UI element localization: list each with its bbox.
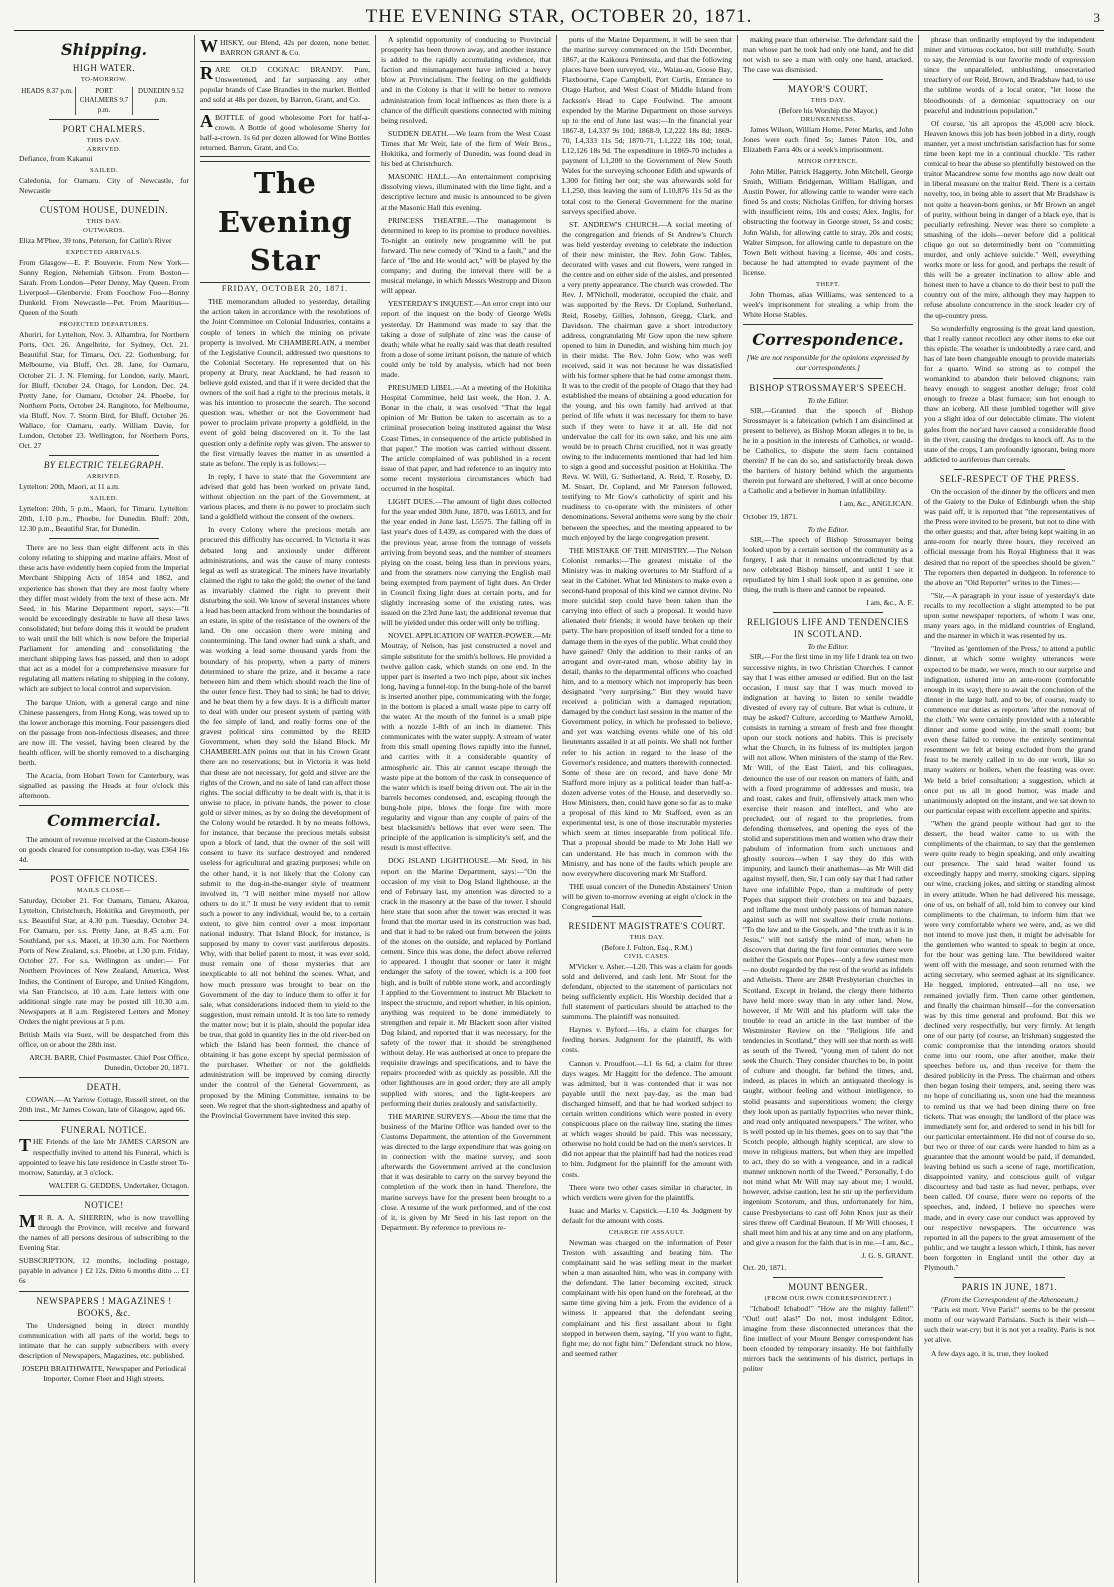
sailed-label-2: SAILED. <box>90 495 118 503</box>
newspapers-signature: JOSEPH BRAITHWAITE, Newspaper and Periodical Importer, Corner Fleet and High streets. <box>21 1363 187 1383</box>
mount-benger-heading: MOUNT BENGER. <box>788 1282 868 1293</box>
tide-heads: HEADS 8.37 p.m. <box>19 87 76 115</box>
tide-port-chalmers: PORT CHALMERS 9.7 p.m. <box>76 87 133 115</box>
court-day: THIS DAY. <box>629 934 665 942</box>
shipping-heading: Shipping. <box>60 40 148 59</box>
editorial-quote: In reply, I have to state that the Government are advised that gold has been worked on private land, without objection on the part of the Government, at various places, and there is no power to proclaim such land a goldfield without the consent of the owners. <box>200 471 370 522</box>
divider <box>954 469 1065 470</box>
arrived-text-2: Lyttelton: 20th, Maori, at 11 a.m. <box>19 481 120 491</box>
divider <box>19 869 189 870</box>
paris-heading: PARIS IN JUNE, 1871. <box>961 1282 1058 1293</box>
bishop-speech-heading: BISHOP STROSSMAYER'S SPEECH. <box>749 382 907 393</box>
mails-close-label: MAILS CLOSE— <box>76 886 132 894</box>
press-paragraph-4: "When the grand people without had got to the dessert, the head waiter came to us with the compliments of the chairman, to say that the gentlemen were quite ready to begin speaking, and only awaiting our presence. The said head waiter found us exceedingly happy and merry, smoking cigars, sipping our wine, cracking jokes, and sitting or standing almost in every attitude. When he had delivered his message, one of us, on behalf of all, told him to convey our kind compliments to the chairman, to inform him that we were very comfortable where we were, and, as we did not intend to move just then, it might be advisable for the gentlemen who wanted to speak to begin at once, for the hour was getting late. The bewildered waiter went off with the message, and soon returned with the acting secretary, who seemed aghast at its significance. He begged, implored, entreated—all no use, we remained jovially firm. Then came other gentlemen, and finally the chairman himself—for the conversation was by this time general and profound. But this we declined very respectfully, but very firmly. At length one of our party (of course, an Irishman) suggested the comic compromise that the intending orators should come into our room, one after another, make their speeches before us, and thus receive for them the desired publicity in the Press. The chairman and others then began losing their tempers, and, seeing there was no hope of conciliating us, soon one had the meanness to remind us that we had been dining there on free tickets. That was enough; the landlord of the place was immediately sent for, and ordered to send in his bill for our particular entertainment. He did not of course do so, but two or three of our cards were handed to him as a guarantee that the amount would be paid, if demanded, leaving behind us such a scene of rage, mortification, disappointed vanity, and conscious guilt of vulgar discourtesy and bad taste as had never, perhaps, ever been called. Of course, there were no reports of the speeches, and, indeed, I believe no speeches were made, and in every case our conduct was approved by our respective newspapers. The occurrence was reported in all the papers to the great amusement of the public, and we taught a lesson which, I think, has never been forgotten in England until the other day at Plymouth." <box>924 818 1095 1273</box>
case-cannon: Cannon v. Proudfoot.—L1 6s 6d, a claim for three days wages. Mr Haggitt for the defence. The amount was admitted, but it was contended that it was not payable until the next pay-day, as the man had discharged himself, and that he had worked subject to certain written conditions which were posted in every conspicuous place on the railway line, stating the times at which wages should be paid. This was necessary, otherwise no hold could be had on the men's services. It did not appear that the plaintiff had had the notices read to him. Judgment for the plaintiff for the amount with costs. <box>562 1058 732 1179</box>
mount-benger-text: "Ichabod! Ichabod!" "How are the mighty fallen!" "Out! out! alas!" Do not, most indulgent Editor, imagine from these disconnected utterances that the fine intellect of your Mount Benger correspondent has been clouded by temporary insanity. He but faithfully mirrors back the sentiments of his district, perhaps in politer <box>743 1303 913 1374</box>
news-presumed-libel: PRESUMED LIBEL.—At a meeting of the Hokitika Hospital Committee, held last week, the Hon. J. A. Bonar in the chair, it was resolved "That the legal opinion of Mr Button be taken to ascertain as to a criminal prosecution being instituted against the West Coast Times, in consequence of the article published in that paper." The motion was carried without dissent. The article complained of was published in a recent issue of that paper, and had reference to an inquiry into some recent mysterious circumstances which had occurred in the hospital. <box>381 383 551 494</box>
news-masonic-hall: MASONIC HALL.—An entertainment comprising dissolving views, illuminated with the lime light, and a descriptive lecture and music is announced to be given at the Masonic Hall this evening. <box>381 172 551 212</box>
commercial-heading: Commercial. <box>47 811 161 831</box>
tide-table <box>19 87 189 115</box>
funeral-notice: THE Friends of the late Mr JAMES CARSON are respectfully invited to attend his Funeral, which is appointed to leave his late residence in Castle street To-morrow, Saturday, at 3 o'clock. <box>19 1135 189 1177</box>
mount-benger-continuation-1: phrase than ordinarily employed by the independent miner and virtuous cockatoo, but still truthfully. South to say, the Jeremiad is our favorite mode of expression since the unparalleled, unblushing, unsecretaried treachery of our Reid, Brown, and Bradshaw had, to use the sublime words of a local orator, "let loose the bloodhounds of a demoniac squattocracy on our peaceful and industrious population." <box>924 35 1095 115</box>
minor-offence-label: MINOR OFFENCE. <box>797 158 859 166</box>
sailed-text-2: Lyttelton: 20th, 5 p.m., Maori, for Timaru. Lyttelton: 20th, 1.10 p.m., Phoebe, for Dunedin. Bluff: 20th, 12.30 p.m., Beautiful Star, for Dunedin. <box>19 503 189 534</box>
press-paragraph-2: "Sir,—A paragraph in your issue of yesterday's date recalls to my recollection a slight attempted to be put upon some newspaper reporters, of whom I was one, many years ago, in the midland countries of England, and the manner in which it was resented by us. <box>924 590 1095 641</box>
column-5 <box>738 35 919 1583</box>
notice-heading: NOTICE! <box>84 1199 124 1210</box>
letter-af: SIR,—The speech of Bishop Strossmayer being looked upon by a certain section of the community as a forgery, I ask that it remains uncontradicted by that now celebrated Bishop himself, and until I see it repudiated by him I shall look upon it as genuine, one thing, the truth is there and cannot be repeated. <box>743 534 913 595</box>
drunkenness-label: DRUNKENNESS. <box>800 116 856 124</box>
mayors-court-heading: MAYOR'S COURT. <box>787 84 869 95</box>
divider <box>19 1120 189 1121</box>
column-4 <box>557 35 738 1583</box>
mails-text: Saturday, October 21. For Oamaru, Timaru, Akaroa, Lyttelton, Christchurch, Hokitika and Greymouth, per s.s. Beautiful Star, at 4.30 p.m. Tuesday, October 24. For Oamaru, per s.s. Pretty Jane, at 8.45 a.m. For Southland, per s.s. Maori, at 10.30 a.m. For Northern Ports of New Zealand, s.s. Phoebe, at 1.30 p.m. Friday, October 27. For s.s. Wellington as under:— For Northern Provinces of New Zealand, America, West Indies, the Continent of Europe, and United Kingdom, via San Francisco, at 10 a.m. Late letters with one additional single rate may be posted till 10.30 a.m. Newspapers at 8 a.m. Registered Letters and Money Orders the night previous at 5 p.m. <box>19 895 189 1026</box>
theft-text: John Thomas, alias Williams, was sentenced to a week's imprisonment for stealing a whip from the White Horse Stables. <box>743 289 913 319</box>
projected-label: PROJECTED DEPARTURES. <box>59 321 149 329</box>
postmaster-signature: ARCH. BARR, Chief Postmaster. Chief Post Office, Dunedin, October 20, 1871. <box>29 1053 189 1073</box>
theft-label: THEFT. <box>815 281 841 289</box>
issue-date: FRIDAY, OCTOBER 20, 1871. <box>221 283 349 293</box>
assault-label: CHARGE OF ASSAULT. <box>609 1229 685 1236</box>
divider <box>19 1195 189 1196</box>
death-heading: DEATH. <box>86 1082 122 1093</box>
projected-text: Ahuriri, for Lyttelton, Nov. 3. Alhambra, for Northern Ports, Oct. 26. Angelbrite, for Sydney, Oct. 21. Beautiful Star, for Timaru, Oct. 22. Gothenburg, for Melbourne, via Bluff, Oct. 28. Jane, for Oamaru, October 21. J. N. Fleming, for London, early. Maori, for Bluff, October 24. Otago, for London, Dec. 24. Pretty Jane, for Oamaru, October 24. Phoebe, for Northern Ports, October 24. Rangitoto, for Melbourne, via Bluff, Nov. 7. Storm Bird, for Bluff, October 26. Wallace, for Oamaru, early. William Davie, for London, October 23. Wellington, for Northern Ports, Oct. 27 <box>19 330 189 451</box>
arrived-text: Defiance, from Kakanui <box>19 154 93 164</box>
case-newman: Newman was charged on the information of Peter Treston with assaulting and beating him. The complainant said he was selling meat in the market when a man assaulted him, who was in company with the defendant. The latter becoming excited, struck complainant with his open hand on the forehead, at the same time giving him a jerk. From the evidence of a witness it appeared that the defendant seeing complainant and his first assailant about to fight stepped in between them, saying, "If you want to fight, fight me; do not fight him." Defendant struck no blow, and seemed rather <box>562 1237 732 1358</box>
column-2 <box>195 35 376 1583</box>
port-sherry-advert: ABOTTLE of good wholesome Port for half-a-crown. A Bottle of good wholesome Sherry for half-a-crown. 1s 6d per dozen allowed for Wine Bottles returned. Barron, Grant, and Co. <box>200 110 370 157</box>
page-masthead <box>14 6 1104 31</box>
letter-anglican: SIR,—Granted that the speech of Bishop Strossmayer is a fabrication (which I am disinclined at present to believe), as Bishop Moran alleges it to be, is he in a position in the interests of Catholics, or would-be Catholics, to dispute the stern facts contained therein? If he can do so, and satisfactorily break down the barriers of history behind which the arguments therein put forward are sheltered, I will at once become a Catholic and a believer in human infallibility. <box>743 405 913 496</box>
news-water-power: NOVEL APPLICATION OF WATER-POWER.—Mr Moutray, of Nelson, has just constructed a novel and simple substitute for the smith's bellows. He provided a twelve gallon cask, which stands on one end. In the upper part is inserted a two inch pipe, about six inches long, having a funnel-top. In the bung-hole of the barrel is inserted another pipe, communicating with the forge; in the bottom is placed a small waste pipe to carry off the water. At the mouth of the funnel is a small pipe with a nozzle 1-8th of an inch in diameter. This communicates with the water supply. A stream of water from this small opening flows rapidly into the funnel, and carries with it a considerable quantity of atmospheric air. This air cannot escape through the waste pipe at the bottom of the cask in consequence of the water which is itself being driven out. The air in the barrels becomes condensed, and, escaping through the bung-hole pipe, blows the forge fire with more regularity and vigour than any couple of pairs of the best blacksmith's bellows that ever were seen. The principle of the application is simplicity's self, and the result is most effective. <box>381 631 551 853</box>
court-heading: RESIDENT MAGISTRATE'S COURT. <box>568 921 726 932</box>
divider <box>49 200 159 201</box>
high-water-heading: HIGH WATER. <box>72 63 136 74</box>
press-paragraph-1: On the occasion of the dinner by the officers and men of the Gaiety to the Duke of Edinburgh when the ship was paid off, it is reported that "the representatives of the Press were invited to be present, but not to dine with the other guests; and that, after being kept waiting in an ante-room for nearly three hours, they received an official message from his Royal Highness that it was desired that no report of the speeches should be given." The reporters then departed in dudgeon. In reference to the above an "Old Reporter" writes to the Times:— <box>924 486 1095 587</box>
expected-text: From Glasgow—E. P. Bouverie. From New York—Sunny Region, Nehemiah Gibson. From Boston—Sarah. From London—Peter Denny, May Queen. From Liverpool—Glenbervie. From Foochow Foo—Bonny Dunkeld. From Newcastle—Pet. From Mauritius—Queen of the South <box>19 257 189 318</box>
news-light-dues: LIGHT DUES.—The amount of light dues collected for the year ended 30th June, 1870, was L6013, and for the year ended in June last, L5575. The falling off in last year's dues of L439, as compared with the dues of the previous year, arose from the tonnage of vessels arriving from beyond seas, and the number of steamers plying on the coast, being less than in previous years, and from the steamers now carrying the English mail being exempted from payment of light dues. An Order in Council fixing light dues at certain ports, and for slightly increasing some of the existing rates, was issued on the 23rd June last; the additional revenue that will be yielded under this order will only be trifling. <box>381 497 551 628</box>
news-sudden-death: SUDDEN DEATH.—We learn from the West Coast Times that Mr Weir, late of the firm of Weir Bros., Hokitika, and formerly of Dunedin, was found dead in his bed at Christchurch. <box>381 128 551 169</box>
mayors-court-before: (Before his Worship the Mayor.) <box>778 106 878 116</box>
letter-grant: SIR,—For the first time in my life I drank tea on two successive nights, in two Christian Churches. I cannot say that I was either amused or edified. But on the last occasion, I must say that I was much moved to indignation at having to listen to senile twaddle divested of every ray of culture. But what is culture, it may be asked? Culture, according to Matthew Arnold, consists in turning a stream of fresh and free thought upon our stock notions and habits. This is precisely what the Church, in its fulness of its multiplex jargon will not allow. When ministers of the stamp of the Rev. Mr Will, of the East Taieri, and his colleagues, denounce the use of our reason on matters of faith, and with a fixed programme of addresses and music, tea and toast, cakes and fruit, offensively attack men who exercise their reason and intellect, and who are precluded, out of regard to the proprieties, from defending themselves, and opening the eyes of the stolid and superstitious men and women who draw their pabulum of information from such unctuous and ghostly sources—when I say they do this with impunity, and launch their anathemas—as Mr Will did against myself, then, Sir, I can only say that I had rather have one infallible Pope, than a multitude of petty Popes that support their crotchets on tea and bazaars, and inflame the most unholy passions of human nature against such as will not swallow their crude notions. "To the law and to the Gospels, and "the truth as it is in Jesus," will not satisfy the mind of man, when he discovers that during the first four centuries there were neither the Gospels nor Popes—only a few earnest men—no doubt regarded by the rest of the world as infidels and Atheists. There are 2848 Presbyterian churches in Scotland. Except in Ireland, the clergy there hitherto have held more sway than in any other land. Now, however, if Mr Will and his platform will take the trouble to read an article in the last number of the Westminster Review on the "Religious life and tendencies in Scotland," they will see that north as well as south of the Tweed, "young men of talent do not seek the Church. They consider churches to be, in point of culture and thought, far behind the times, and, indeed, as places in which an antiquated theology is taught, without feeling and without intelligence, to stolid peasants and superstitious women; the clergy they look upon as partially hypocrites who never think, and read only antiquated newspapers." The writer, who is well posted up in his themes, goes on to say that "the Scotch people, although highly sceptical, are slow to move in religious matters, but when they are impelled to act, they do so with a vengeance, and in a radical manner unknown north of the Tweed." Personally, I do not mind what Mr Will may say about me; I would, however, advise caution, lest he stir up the perfervidum ingenium Scotorum, and thus, unfortunately for him, cause Presbyterians to cast off John Knox just as their sires threw off Cardinal Beatoun. If Mr Will chooses, I shall meet him and his at any time and on any platform, and give a reason for the faith that is in me.—I am, &c., <box>743 652 913 1247</box>
divider <box>49 538 159 539</box>
paris-subheading: (From the Correspondent of the Athenaeum.) <box>941 1295 1078 1305</box>
funeral-heading: FUNERAL NOTICE. <box>60 1124 148 1135</box>
signature-grant: J. G. S. GRANT. <box>861 1250 913 1260</box>
divider <box>592 916 702 917</box>
post-office-heading: POST OFFICE NOTICES. <box>50 874 158 885</box>
whisky-advert: WHISKY, our Blend, 42s per dozen, none better. BARRON GRANT & Co. <box>200 35 370 62</box>
outwards-label: OUTWARDS. <box>83 227 125 235</box>
suez-text: British Mails via Suez, will be despatched from this office, on or about the 28th inst. <box>19 1029 189 1050</box>
tide-dunedin: DUNEDIN 9.52 p.m. <box>138 87 184 105</box>
minor-offence-text: John Miller, Patrick Haggerty, John Mitchell, George Smith, William Bridgeman, William Halligan, and Austin Power, for allowing cattle to wander were each fined 5s and costs; Nicholas Griffen, for driving horses with insufficient reins, 10s and costs; Alex. Inglis, for obstructing the footway in George street, 5s and costs; John Walsh, for allowing cattle to stray, 20s and costs; Walter Simpson, for allowing cattle to depasture on the Town Belt without having a license, 40s and costs, because he had attempted to evade payment of the license. <box>743 167 913 277</box>
cognac-advert: RARE OLD COGNAC BRANDY. Pure, Unsweetened, and far surpassing any other popular brands of Case Brandies in the market. Bottled and sold at 48s per dozen, by Barron, Grant, and Co. <box>200 62 370 109</box>
this-day-label: THIS DAY. <box>86 136 122 144</box>
column-6 <box>919 35 1100 1583</box>
to-editor-label-3: To the Editor. <box>807 642 849 652</box>
paris-paragraph-1: "Paris est mort. Vive Paris!" seems to be the present motto of our wayward Parisians. Such is their wish—such their war-cry; but it is not yet a reality. Paris is not yet alive. <box>924 1305 1095 1345</box>
paris-paragraph-2: A few days ago, it is, true, they looked <box>931 1348 1049 1358</box>
column-3 <box>376 35 557 1583</box>
news-st-andrews: ST. ANDREW'S CHURCH.—A social meeting of the congregation and friends of St Andrew's Church was held yesterday evening to celebrate the induction of their new minister, the Rev. John Gow. Tables, decorated with vases and cut flowers, were ranged in the centre and on either side of the aisles, and presented a very pretty appearance. The church was crowded. The Rev. J. M'Nicholl, moderator, occupied the chair, and was supported by the Revs. Dr Copland, Sutherland, Reid, Roseby, Gillies, Johnson, Gregg, Clark, and Davidson. The chairman gave a short introductory address, congratulating Mr Gow upon the new sphere opened to him in Dunedin, and wishing him much joy in their midst. The Rev. John Gow, who was well received, said it was not because he was dissatisfied with his former sphere that he had come amongst them. It was to the credit of the people of Otago that they had established the means of obtaining a good education for the young, and his own family had arrived at that period of life when it was necessary for them to have such if they were to have it at all. He did not undervalue the call for its own sake, and his one aim would be to preach Christ crucified, not it was greatly owing to the inducements mentioned that had led him to sign a good and successful position at Hokitika. The Revs. W. Will, G. Sutherland, A. Reid, T. Roseby, D. M. Stuart, Dr. Copland, and Mr Paterson followed, testifying to Mr Gow's catholicity of spirit and his readiness to co-operate with the ministers of other denominations. Several anthems were sung by the choir between the speeches, and the meeting appeared to be much enjoyed by the large congregation present. <box>562 219 732 542</box>
editorial-paragraph-2: In every Colony where the precious metals are procured this difficulty has occurred. In Victoria it was debated long and anxiously under different administrations, and was the cause of many contests legal as well as strategical. The miners have invariably claimed the right to take the gold; the owner of the land as invariably claimed the right to prevent their disturbing the soil. We know of several instances where a lead has been attacked from without the boundaries of an estate, in spite of the resistance of the owners of the land. On one occasion there were mining and countermining. The land owner had sunk a shaft, and was working a lead some thousand yards from the boundary of his property, when a party of miners determined to share the prize, and it became a race between him and them which should reach the line of the outer fence first. They had to sink; he had to drive; and he beat them by a few days. It is a difficult matter to deal with under our present system of parting with the fee simple of land, and really forms one of the gravest political sins committed by the REID Government, when they sold the Island Block. Mr CHAMBERLAIN points out that in his Crown Grant there are no reservations; but in Victoria it was held that these are not necessary, for gold and silver are the rights of the Crown, and no sale of land can affect those rights. The social difficulty to be dealt with is, that it is unwise to place, in private hands, the power to close gold or silver mines, as by so doing the development of the Colony would be retarded. It by no means follows, for instance, that because the precious metals subsist upon a block of land, that the owner of the soil will consent to have its surface destroyed and rendered useless for agricultural and grazing purposes; while on the other hand, it is not likely that the Colony can submit to the dog-in-the-manger style of treatment involved in, "I will neither mine myself nor allow others to do it." It must be very evident that to remit such a power to any individual, would be, to a certain extent, to give him control over a most important national industry. That Island Block, for instance, is supposed by many to cover vast auriferous deposits. Why, with that belief patent to most, it was ever sold, must remain one of those mysteries that are inexplicable to all not behind the scenes. What, and how much pressure was brought to bear on the Government of the day to induce them to offer it for sale, what considerations induced them to yield to the suggestion, must remain untold. It is too late to remedy the matter now; but it is plain, should the popular idea be true, that gold in quantity lies in the old river-bed on which the Island has been formed, the chance of obtaining it has gone except by special permission of the purchaser. Whether or not the goldfields administration will be improved by coming directly under the control of the General Government, as proposed by the Mining Committee, remains to be seen. We regret that the short-sightedness and apathy of the Provincial Government have invited this step. <box>200 525 370 1120</box>
death-notice: COWAN.—At Yarrow Cottage, Russell street, on the 20th inst., Mr James Cowan, late of Glasgow, aged 66. <box>19 1095 189 1115</box>
column-1 <box>14 35 195 1583</box>
subscription-text: SUBSCRIPTION, 12 months, including postage, payable in advance } £2 12s. Ditto 6 months ditto ... £1 6s <box>19 1256 189 1286</box>
divider <box>773 612 883 613</box>
divider <box>743 324 913 325</box>
correspondence-heading: Correspondence. <box>752 330 904 350</box>
signature-af: I am, &c., A. F. <box>866 598 913 608</box>
letter-date-1: October 19, 1871. <box>743 511 798 521</box>
divider <box>49 455 159 456</box>
divider <box>49 119 159 120</box>
divider <box>19 1291 189 1292</box>
divider <box>773 1277 883 1278</box>
mayors-court-day: THIS DAY. <box>810 97 846 105</box>
shipping-paragraph-3: The Acacia, from Hobart Town for Canterbury, was signalled as passing the Heads at four o'clock this afternoon. <box>19 771 189 801</box>
case-isaac: Isaac and Marks v. Capstick.—L10 4s. Judgment by default for the amount with costs. <box>562 1205 732 1225</box>
marine-survey-continuation: ports of the Marine Department, it will be seen that the marine survey commenced on the 15th December, 1867, at the Kaikoura Peninsula, and that the following places have been surveyed, viz., Waiau-au, Goose Bay, Flaxbourne, Cape Campbell, Port Curtis, Entrance to Otago Harbor, and West Coast of Middle Island from Jackson's Head to Cape Foulwind. The amount expended by the Marine Department on those surveys up to the end of June last was:—In the financial year 1867-8, L4,337 9s 10d; 1868-9, L2,222 18s 8d; 1869-70, L4,333 11s 5d; 1870-71, L1,222 18s 10d; total, L12,126 18s 9d. The expenditure in 1869-70 includes a payment of L1,200 to the Government of New South Wales for the surveying schooner Edith and upwards of L300 for fitting her out; she was afterwards sold for L1,250, thus leaving the sum of L10,876 11s 5d as the total cost to the General Government for the marine surveys specified above. <box>562 35 732 216</box>
notice-text: MR R. A. A. SHERRIN, who is now travelling through the Province, will receive and forward the names of all persons desirous of subscribing to the Evening Star. <box>19 1210 189 1253</box>
divider <box>773 378 883 379</box>
news-marine-surveys: THE MARINE SURVEYS.—About the time that the business of the Marine Office was handed over to the Customs Department, the attention of the Government was directed to the large expenditure that was going on in connection with the marine survey, and soon afterwards the Government arrived at the conclusion that it was desirable to carry on the survey beyond the completion of the work then in hand. Therefore, the marine surveys have for the present been brought to a close. A resume of the work performed, and of the cost of it, is given by Mr Seed in his last report on the Department. By reference to previous re- <box>381 1111 551 1232</box>
shipping-paragraph-1: There are no less than eight different acts in this colony relating to shipping and marine affairs. Most of these acts have evidently been copied from the Imperial Merchant Shipping Acts of 1854 and 1862, and experience has shown that they are most faulty where they differ most widely from the text of these acts. Mr Seed, in his Marine Department report, says:—"It would be exceedingly desirable to have all these laws consolidated; but before doing this it would be prudent to wait until the bill which is now before the Imperial Parliament for amending and consolidating the merchant shipping laws has passed, and then to adopt that act as a model for a comprehensive measure for regulating all matters relating to shipping in the colony, which are subject to local control and supervision. <box>19 543 189 694</box>
to-editor-label: To the Editor. <box>807 395 849 405</box>
court-before: (Before J. Fulton, Esq., R.M.) <box>601 942 693 952</box>
newspapers-text: The Undersigned being in direct monthly communication with all parts of the world, begs to intimate that he can supply subscribers with every description of Newspapers, Magazines, etc. published. <box>19 1320 189 1360</box>
case-haynes: Haynes v. Byford.—16s, a claim for charges for feeding horses. Judgment for the plaintiff, 8s with costs. <box>562 1025 732 1055</box>
divider <box>19 1077 189 1078</box>
news-dog-island: DOG ISLAND LIGHTHOUSE.—Mr Seed, in his report on the Marine Department, says:—"On the occasion of my visit to Dog Island lighthouse, at the end of February last, my attention was directed to a crack in the masonry at the base of the tower. I should here state that soon after the tower was erected it was found that the mortar used in its construction was bad, and that it had to be raked out from between the joints of the stones on the outside, and replaced by Portland cement. Since this was done, the defect above referred to appeared. I thought that sooner or later it might endanger the safety of the tower, which is a 100 feet high, and is built of rubble stone work, and accordingly I applied to the Government to instruct Mr Blackett to inspect the structure, and report whether, in his opinion, anything was required to be done immediately to strengthen and repair it. Mr Blackett soon after visited Dog Island, and reported that it was necessary, for the safety of the tower that it should be strengthened without delay. He was authorised at once to prepare the requisite drawings and specifications, and to have the repairs proceeded with as quickly as possible. All the other lighthouses are in good order; they are all amply supplied with stores, and the light-keepers are performing their duties zealously and satisfactorily. <box>381 856 551 1108</box>
case-newman-continuation: making peace than otherwise. The defendant said the man whose part he took had only one hand, and he did not wish to see a man with only one hand, attacked. The case was dismissed. <box>743 35 913 75</box>
arrived-label-2: ARRIVED. <box>86 473 122 481</box>
commercial-text: The amount of revenue received at the Custom-house on goods cleared for consumption to-day, was £364 16s 4d. <box>19 834 189 864</box>
shipping-paragraph-2: The barque Union, with a general cargo and nine Chinese passengers, from Hong Kong, was towed up to the lower anchorage this morning. Four passengers died on the passage from non-infectious diseases, and three are now ill. The vessel, having been cleared by the health officer, will be shortly removed to a discharging berth. <box>19 697 189 768</box>
signature-anglican: I am, &c., ANGLICAN. <box>839 499 913 509</box>
news-princess-theatre: PRINCESS THEATRE.—The management is determined to keep to its promise to produce novelties. To-night an entirely new programme will be put forward. The new comedy of "Kind to a fault," and the farce of "Ibe and He would act," will be played by the company; and during the interval there will be a musical melange, in which Messrs Westropp and Dixon will appear. <box>381 215 551 296</box>
mount-benger-subheading: (FROM OUR OWN CORRESPONDENT.) <box>764 1295 892 1303</box>
editorial-continuation: A splendid opportunity of conducing to Provincial prosperity has been thrown away, and another instance is added to the rapidly accumulating evidence, that faction and mismanagement have inflicted a heavy blow at Provincialism. The feeling on the goldfields and in the Colony is that it will be better to remove administration from local influences as then there is a chance of the difficult questions connected with mining being resolved. <box>381 35 551 125</box>
case-mvicker: M'Vicker v. Asher.—L20. This was a claim for goods sold and delivered, and cash lent. Mr Stout for the defendant, objected to the statement of particulars not being sufficiently explicit. His Worship decided that a full statement of particulars should be attached to the summons. The plaintiff was nonsuited. <box>562 961 732 1022</box>
correspondence-disclaimer: [We are not responsible for the opinions expressed by our correspondents.] <box>746 353 910 373</box>
divider <box>19 805 189 806</box>
tomorrow-label: TO-MORROW. <box>80 76 128 84</box>
religious-life-heading: RELIGIOUS LIFE AND TENDENCIES IN SCOTLAND. <box>746 617 910 640</box>
letter-date-3: Oct. 20, 1871. <box>743 1263 787 1273</box>
mount-benger-continuation-3: So wonderfully engrossing is the great land question, that I really cannot recollect any other items to eke out this epistle. The weather is undoubtedly a rare card, and has of late been changeable enough to provide materials for a quarto. Wind so strong as to compel the womankind to abandon their beloved chignons; rain heavy enough to suggest another deluge; frost cold enough to freeze a blast furnace; sun hot enough to thaw an iceberg. All these jumbled together will give you a slight idea of our delectable climate. The violent gales from the nor'ard have caused a considerable flood in the river, causing the dredges to knock off. As to the state of the crops, I am profoundly ignorant, being more addicted to auriferous than cereals. <box>924 323 1095 464</box>
masthead-title: THE EVENING STAR, OCTOBER 20, 1871. <box>365 6 753 27</box>
newspaper-title: The Evening Star <box>200 161 370 283</box>
custom-house-heading: CUSTOM HOUSE, DUNEDIN. <box>39 205 169 216</box>
news-abstainers-concert: THE usual concert of the Dunedin Abstainers' Union will be given to-morrow evening at eight o'clock in the Congregational Hall. <box>562 881 732 911</box>
funeral-signature: WALTER G. GEDDES, Undertaker, Octagon. <box>48 1180 189 1190</box>
drunkenness-text: James Wilson, William Home, Peter Marks, and John Jones were each fined 5s; James Paton 10s, and Elizabeth Farra 40s or a week's imprisonment. <box>743 124 913 155</box>
sailed-label: SAILED. <box>90 167 118 175</box>
outwards-text: Eliza M'Phee, 39 tons, Peterson, for Catlin's River <box>19 235 172 245</box>
news-ministry-mistake: THE MISTAKE OF THE MINISTRY.—The Nelson Colonist remarks:—The greatest mistake of the Ministry was in making overtures to Mr Stafford of a seat in the Cabinet. What led Ministers to make even a second-hand proposal of this kind we cannot divine. No more suicidal step could have been taken than the carrying into effect of such a proposal. It would have alienated their friends; it would have broken up their party. The bare proposition of itself tended for a time to damage them in the eyes of the public. What could they have gained? Only the addition to their ranks of an arrogant and over-rated man, whose ability lay in detail, thanks to the departmental officers who coached him, and to a memory which not improperly has been designated "very surprising." But they would have received a politician with a damaged reputation; damaged by the conduct last session in the matter of the Government policy, in which he professed to believe, and yet was watching events while one of his old lieutenants assailed it at all points. We shall not further refer to his action in regard to the lease of the Governor's residence, and matters therewith connected. Some of these are on record, and have done Mr Stafford more injury as a political leader than half-a-dozen adverse votes of the House, and deservedly so. How Ministers, then, could have gone so far as to make a proposal of this kind to Mr Stafford, even as an experimental test, is one of those inscrutable mysteries which seem at times inseparable from political life. That a proposal should be made to Mr John Hall we can understand. He has much in common with the Ministry, and has none of the faults which people are now everywhere discovering mark Mr Stafford. <box>562 545 732 878</box>
this-day-label-2: THIS DAY. <box>86 218 122 226</box>
editorial-paragraph-1: THE memorandum alluded to yesterday, detailing the action taken in accordance with the resolutions of the Joint Committee on Colonial Industries, contains a couple of letters in which the mining on private property is involved. Mr CHAMBERLAIN, a member of the Legislative Council, addressed two questions to the Colonial Secretary. He represented that on his property at Drury, near Auckland, he had reason to believe gold existed, and that if it were decided that the owners of the soil had a right to the precious metals, it was his intention to prosecute the search. The second question was, whether or not the Government had power to proclaim private property a goldfield, in the event of gold being discovered on it. To the last question only a definite reply was given. The answer to the first virtually leaves the matter in as unsettled a state as before. The reply is as follows:— <box>200 297 370 468</box>
divider <box>954 1277 1065 1278</box>
telegraph-heading: BY ELECTRIC TELEGRAPH. <box>43 460 165 471</box>
to-editor-label-2: To the Editor. <box>807 524 849 534</box>
mount-benger-continuation-2: Of course, 'tis all apropos the 45,000 acre block. Heaven knows this job has been jobbed in a dirty, rough manner, yet a most unchristian satisfaction has for some time been kept me in a continual chuckle. 'Tis rather comical to hear the abuse so plentifully bestowed on the traitor Macandrew some few months ago now dealt out in liberal measure on the traitor Reid. There is a certain novelty, too, in being able to assert that Mr Bradshaw is not quite a heaven-born genius, or Mr Brown an angel of purity, without being in danger of a black eye, that is peculiarly refreshing. Never was there so complete a smashing of the idols—never before did a political clique go out so determinedly bent on "committing murder, and only achieve suicide." Well, everything works more or less for good, and perhaps the result of this will be a greater inclination to allow able and honest men to have a chance to do their best to pull the country out of the mire, although they may happen to refuse absolute concurrence in the stock leader cry of the up-country press. <box>924 118 1095 320</box>
columns <box>14 35 1104 1583</box>
arrived-label: ARRIVED. <box>86 145 122 153</box>
case-others: There were two other cases similar in character, in which verdicts were given for the plaintiffs. <box>562 1182 732 1202</box>
sailed-text: Caledonia, for Oamaru. City of Newcastle, for Newcastle <box>19 176 189 196</box>
news-inquest: YESTERDAY'S INQUEST.—An error crept into our report of the inquest on the body of George Wells yesterday. Dr Hammond was made to say that the taking a dose of sulphate of zinc was the cause of death; while what he really said was that death resulted from a dose of some irritant poison, the nature of which could only be told by analysis, which had not been made. <box>381 299 551 379</box>
press-paragraph-3: "Invited as 'gentlemen of the Press,' to attend a public dinner, at which some weighty utterances were expected to be made, we were, much to our surprise and indignation, ushered into an ante-room (comfortable enough in its way), there to await the conclusion of the dinner in the large hall, and to be, of course, ready to commence our duties as reporters 'after the removal of the cloth.' We were certainly provided with a tolerable dinner and some good wine, in the small room; but even these failed to remove the entirely sentimental resentment we felt at being excluded from the grand feast to be merely called in to do our work, like so many waiters or boilers, when the feasting was over. We held a brief consultation; a suggestion, which at once put us all in good humor, was made and unanimously adopted on the instant, and we sat down to our particular repast with excellent appetite and spirits. <box>924 644 1095 815</box>
expected-label: EXPECTED ARRIVALS. <box>66 249 142 257</box>
newspapers-heading: NEWSPAPERS ! MAGAZINES ! BOOKS, &c. <box>36 1295 172 1318</box>
civil-cases-label: CIVIL CASES. <box>624 952 670 960</box>
divider <box>773 79 883 80</box>
port-chalmers-heading: PORT CHALMERS. <box>62 123 146 134</box>
page-number: 3 <box>1093 10 1100 25</box>
press-heading: SELF-RESPECT OF THE PRESS. <box>939 473 1080 484</box>
